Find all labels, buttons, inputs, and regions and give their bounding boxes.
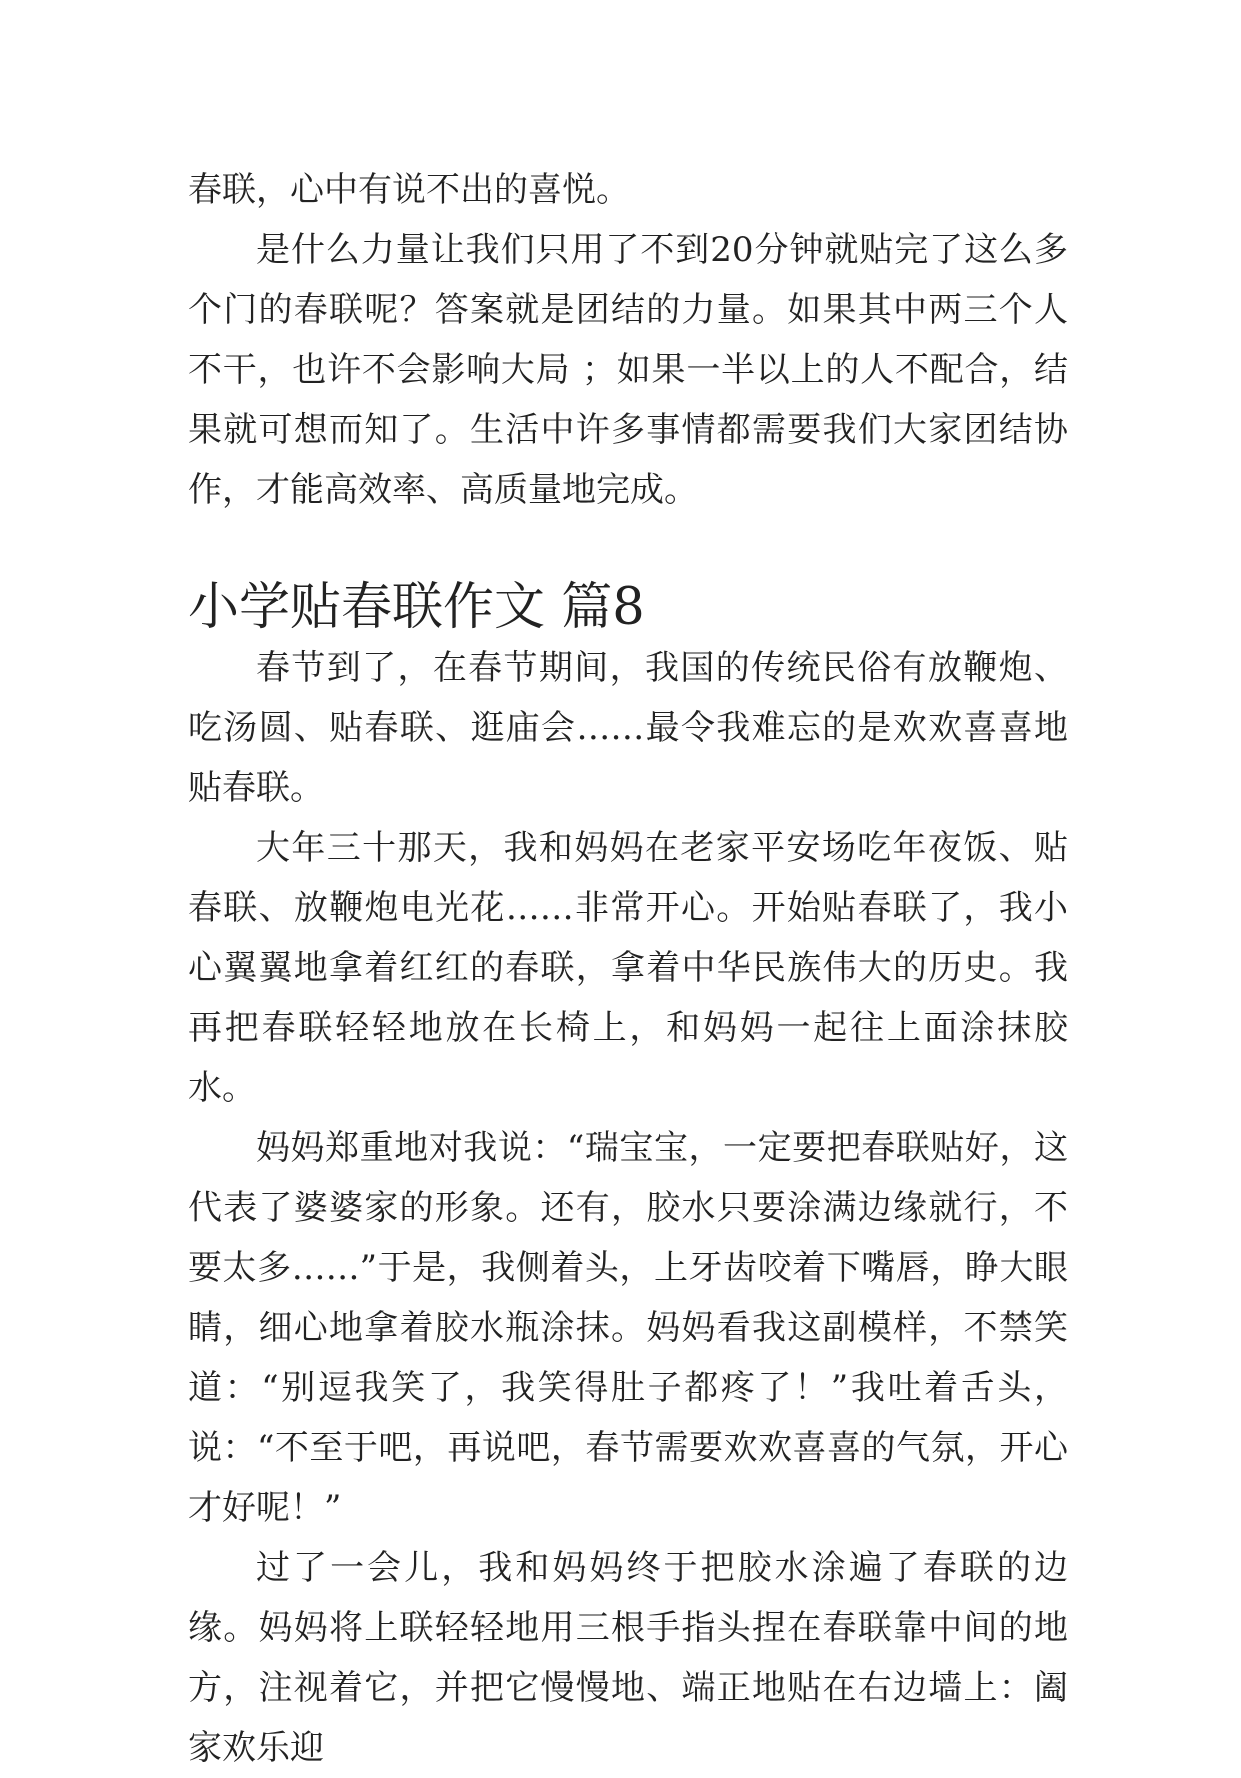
- section-heading: 小学贴春联作文 篇8: [188, 578, 645, 637]
- paragraph-new-years-eve: 大年三十那天，我和妈妈在老家平安场吃年夜饭、贴春联、放鞭炮电光花……非常开心。开始贴春联了，我小心翼翼地拿着红红的春联，拿着中华民族伟大的历史。我再把春联轻轻地放在长椅上，和妈妈一起往上面涂抹胶水。: [188, 828, 1068, 1108]
- document-body: [188, 160, 1068, 1778]
- section-gap: [188, 520, 1068, 578]
- paragraph-unity-reflection: 是什么力量让我们只用了不到20分钟就贴完了这么多个门的春联呢？答案就是团结的力量。如果其中两三个人不干，也许不会影响大局 ；如果一半以上的人不配合，结果就可想而知了。生活中许多事情都需要我们大家团结协作，才能高效率、高质量地完成。: [188, 230, 1068, 510]
- paragraph-continuation: 春联，心中有说不出的喜悦。: [188, 170, 630, 210]
- paragraph-spring-festival-intro: 春节到了，在春节期间，我国的传统民俗有放鞭炮、吃汤圆、贴春联、逛庙会……最令我难忘的是欢欢喜喜地贴春联。: [188, 648, 1068, 808]
- paragraph-mother-dialogue: 妈妈郑重地对我说：“瑞宝宝，一定要把春联贴好，这代表了婆婆家的形象。还有，胶水只要涂满边缘就行，不要太多……”于是，我侧着头，上牙齿咬着下嘴唇，睁大眼睛，细心地拿着胶水瓶涂抹。妈妈看我这副模样，不禁笑道：“别逗我笑了，我笑得肚子都疼了！”我吐着舌头，说：“不至于吧，再说吧，春节需要欢欢喜喜的气氛，开心才好呢！”: [188, 1128, 1068, 1528]
- paragraph-pasting-couplet: 过了一会儿，我和妈妈终于把胶水涂遍了春联的边缘。妈妈将上联轻轻地用三根手指头捏在春联靠中间的地方，注视着它，并把它慢慢地、端正地贴在右边墙上：阖家欢乐迎: [188, 1548, 1068, 1768]
